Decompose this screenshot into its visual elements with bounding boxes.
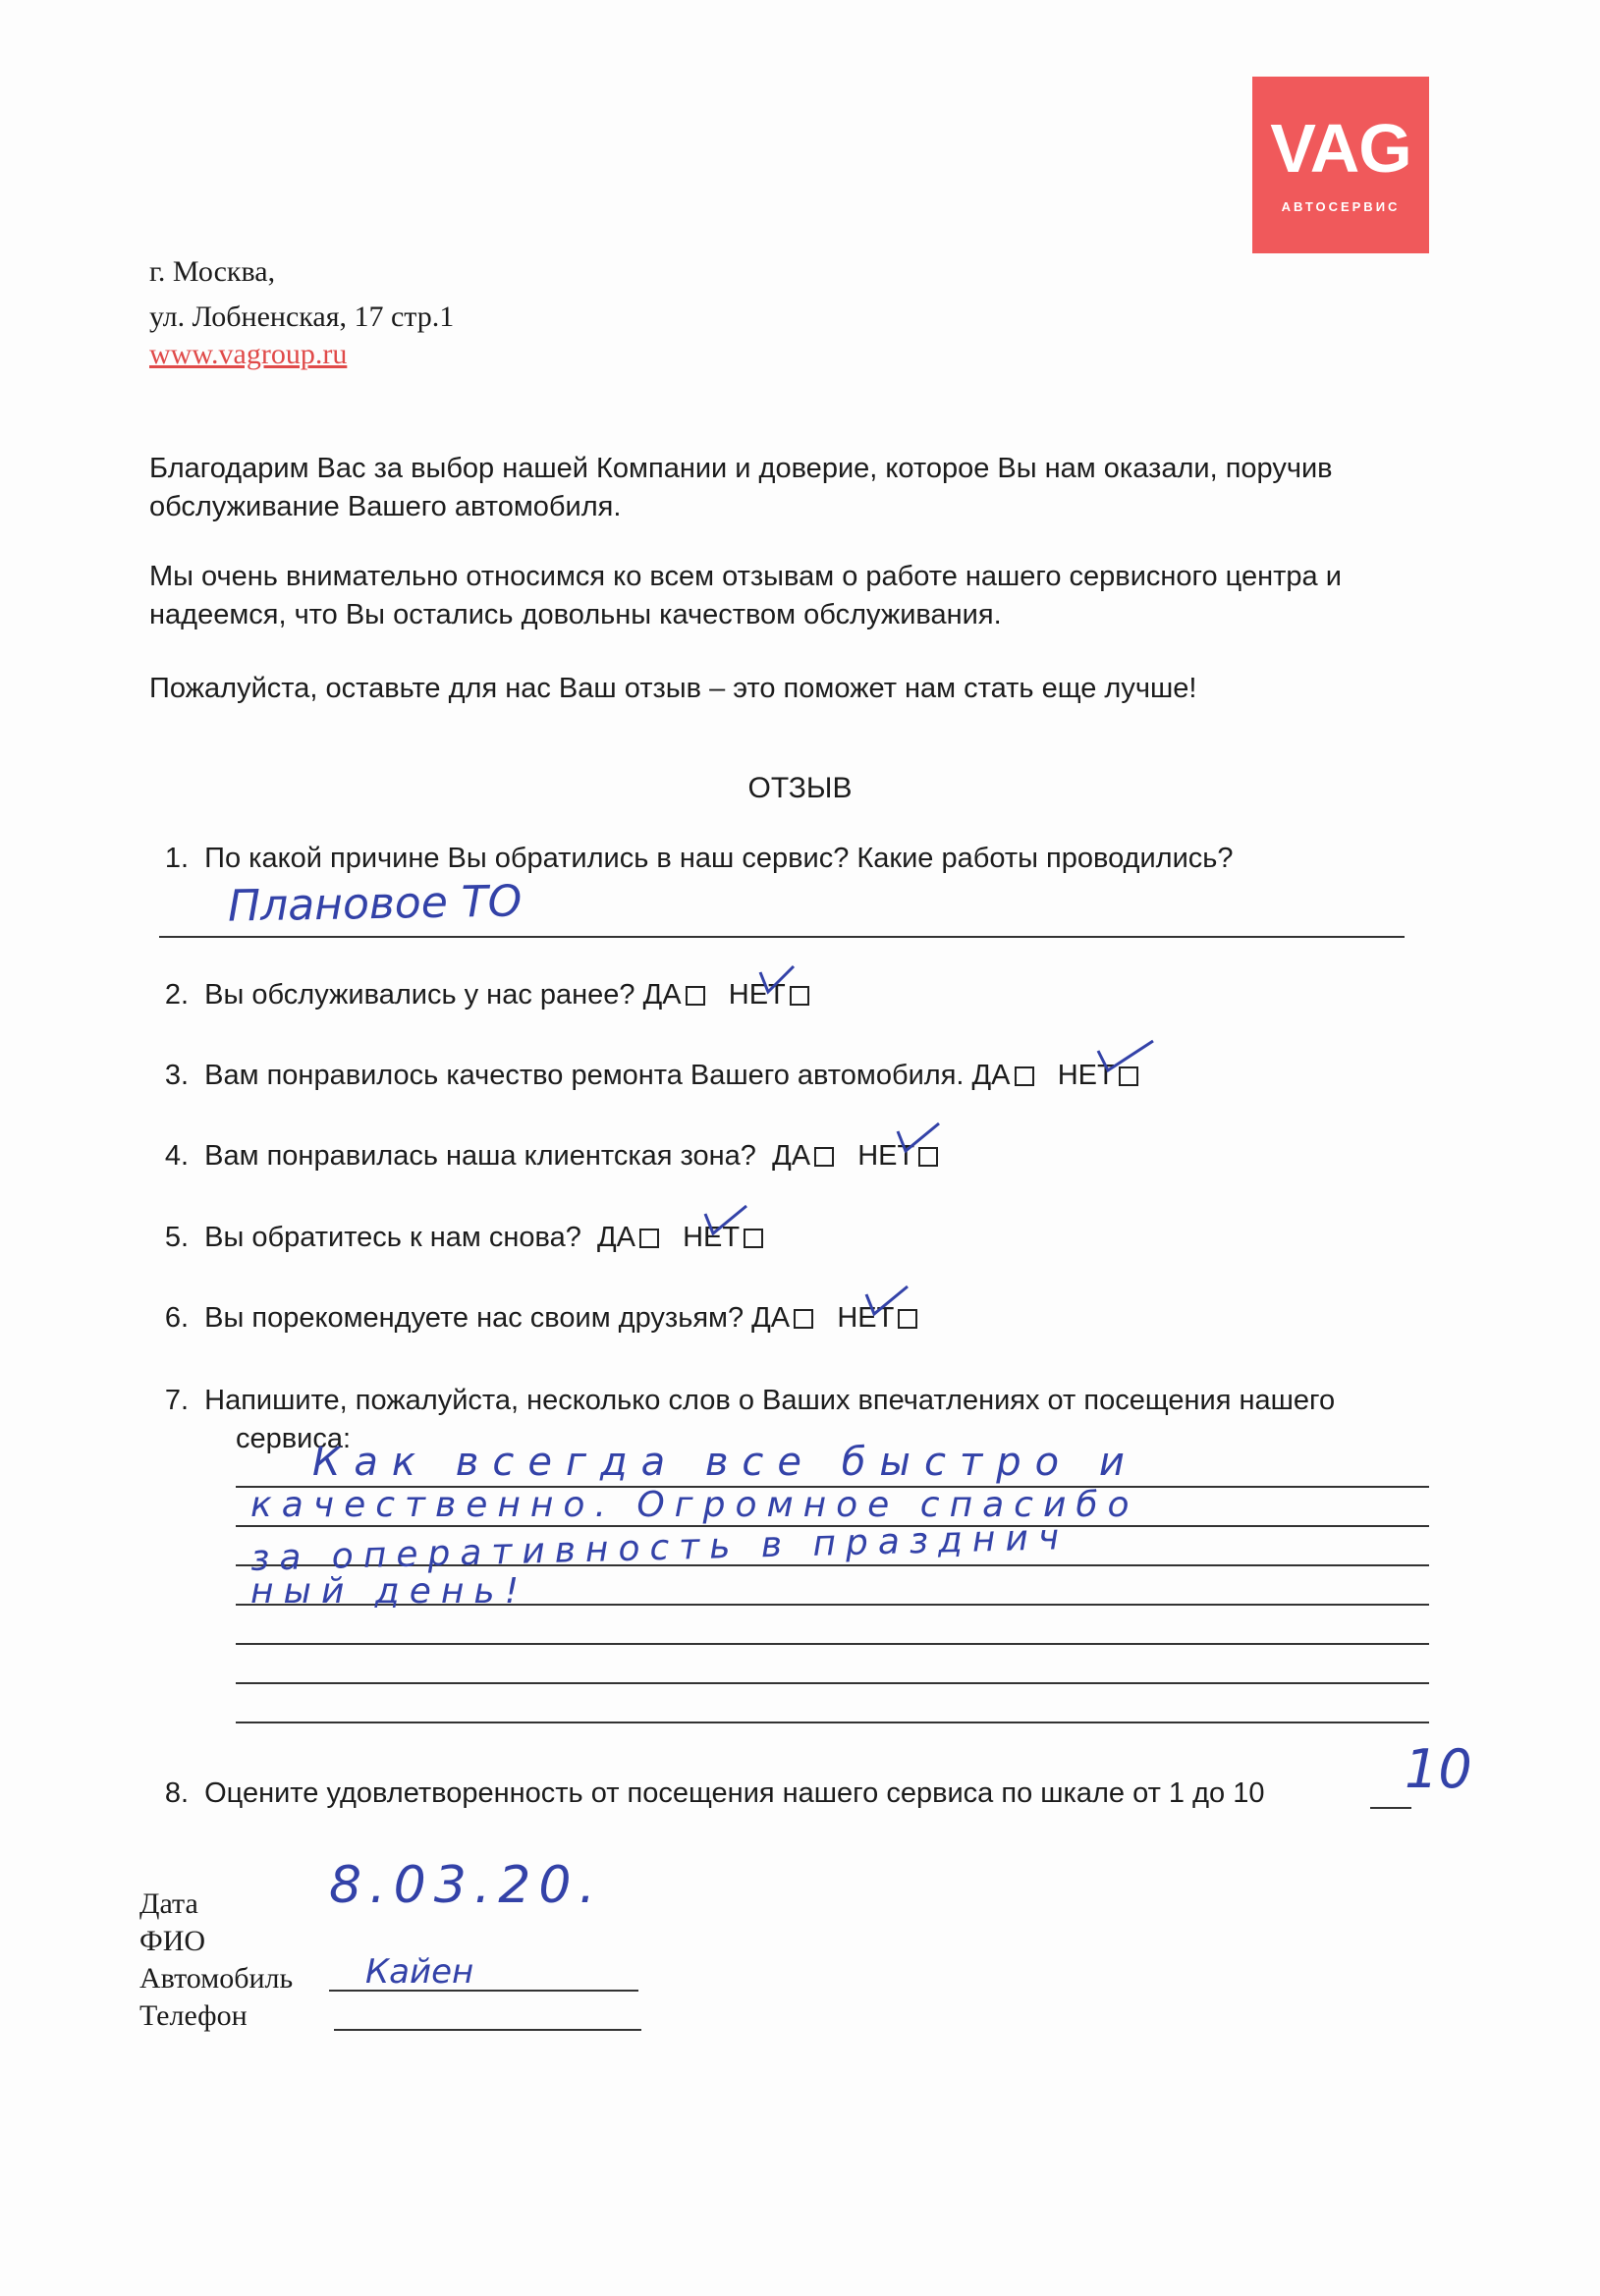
- checkmark-icon: [1092, 1037, 1161, 1081]
- phone-line: [334, 2029, 641, 2031]
- yes-checkbox-5[interactable]: [639, 1229, 659, 1248]
- logo-subtext: АВТОСЕРВИС: [1281, 199, 1401, 214]
- question-5: 5. Вы обратитесь к нам снова? ДА НЕТ: [149, 1220, 763, 1255]
- answer-7-line-1: Как всегда все быстро и: [312, 1440, 1138, 1485]
- answer-7-line-4: ный день!: [250, 1571, 529, 1612]
- checkmark-icon: [892, 1120, 947, 1163]
- car-value: Кайен: [365, 1952, 474, 1992]
- question-2: 2. Вы обслуживались у нас ранее? ДА НЕТ: [149, 977, 809, 1012]
- answer-1: Плановое ТО: [227, 876, 523, 932]
- answer-7-line-3: за оперативность в празднич: [249, 1517, 1070, 1579]
- form-title: ОТЗЫВ: [747, 772, 853, 804]
- rating-line: [1370, 1807, 1411, 1809]
- question-7: 7. Напишите, пожалуйста, несколько слов о Ваших впечатлениях от посещения нашего: [164, 1385, 1336, 1416]
- question-1: 1. По какой причине Вы обратились в наш сервис? Какие работы проводились?: [164, 843, 1234, 874]
- logo-text: VAG: [1270, 110, 1411, 187]
- vag-logo: [1252, 77, 1429, 253]
- website-link[interactable]: www.vagroup.ru: [149, 338, 348, 370]
- yes-checkbox-3[interactable]: [1015, 1066, 1034, 1086]
- intro-paragraph-3: Пожалуйста, оставьте для нас Ваш отзыв – это поможет нам стать еще лучше!: [149, 673, 1197, 704]
- question-4: 4. Вам понравилась наша клиентская зона? ДА НЕТ: [149, 1138, 938, 1174]
- answer-7-line-2: качественно. Огромное спасибо: [250, 1485, 1139, 1525]
- address-city: г. Москва,: [149, 255, 276, 288]
- name-label: ФИО: [139, 1925, 206, 1957]
- answer-line-1: [159, 936, 1405, 938]
- address-street: ул. Лобненская, 17 стр.1: [149, 301, 455, 333]
- date-label: Дата: [139, 1887, 198, 1920]
- checkmark-icon: [860, 1283, 915, 1326]
- answer-line-7e: [236, 1643, 1429, 1645]
- answer-line-7g: [236, 1722, 1429, 1723]
- answer-line-7f: [236, 1682, 1429, 1684]
- question-3: 3. Вам понравилось качество ремонта Вашего автомобиля. ДА НЕТ: [149, 1058, 1138, 1093]
- intro-paragraph-2: Мы очень внимательно относимся ко всем отзывам о работе нашего сервисного центра и надеемся, что Вы остались довольны качеством обслуживания.: [149, 561, 1342, 630]
- intro-paragraph-1: Благодарим Вас за выбор нашей Компании и доверие, которое Вы нам оказали, поручив обслуживание Вашего автомобиля.: [149, 453, 1333, 522]
- date-value: 8.03.20.: [329, 1856, 604, 1915]
- yes-checkbox-6[interactable]: [794, 1309, 813, 1329]
- rating-answer: 10: [1405, 1738, 1472, 1800]
- yes-checkbox-2[interactable]: [686, 986, 705, 1006]
- phone-label: Телефон: [139, 1999, 248, 2032]
- checkmark-icon: [699, 1202, 754, 1245]
- yes-checkbox-4[interactable]: [814, 1147, 834, 1167]
- car-label: Автомобиль: [139, 1962, 294, 1995]
- car-line: [329, 1990, 638, 1992]
- checkmark-icon: [754, 962, 803, 1002]
- question-8: 8. Оцените удовлетворенность от посещения нашего сервиса по шкале от 1 до 10: [164, 1777, 1265, 1809]
- question-6: 6. Вы порекомендуете нас своим друзьям? ДА НЕТ: [149, 1300, 917, 1336]
- question-7-line-2: сервиса:: [236, 1423, 352, 1454]
